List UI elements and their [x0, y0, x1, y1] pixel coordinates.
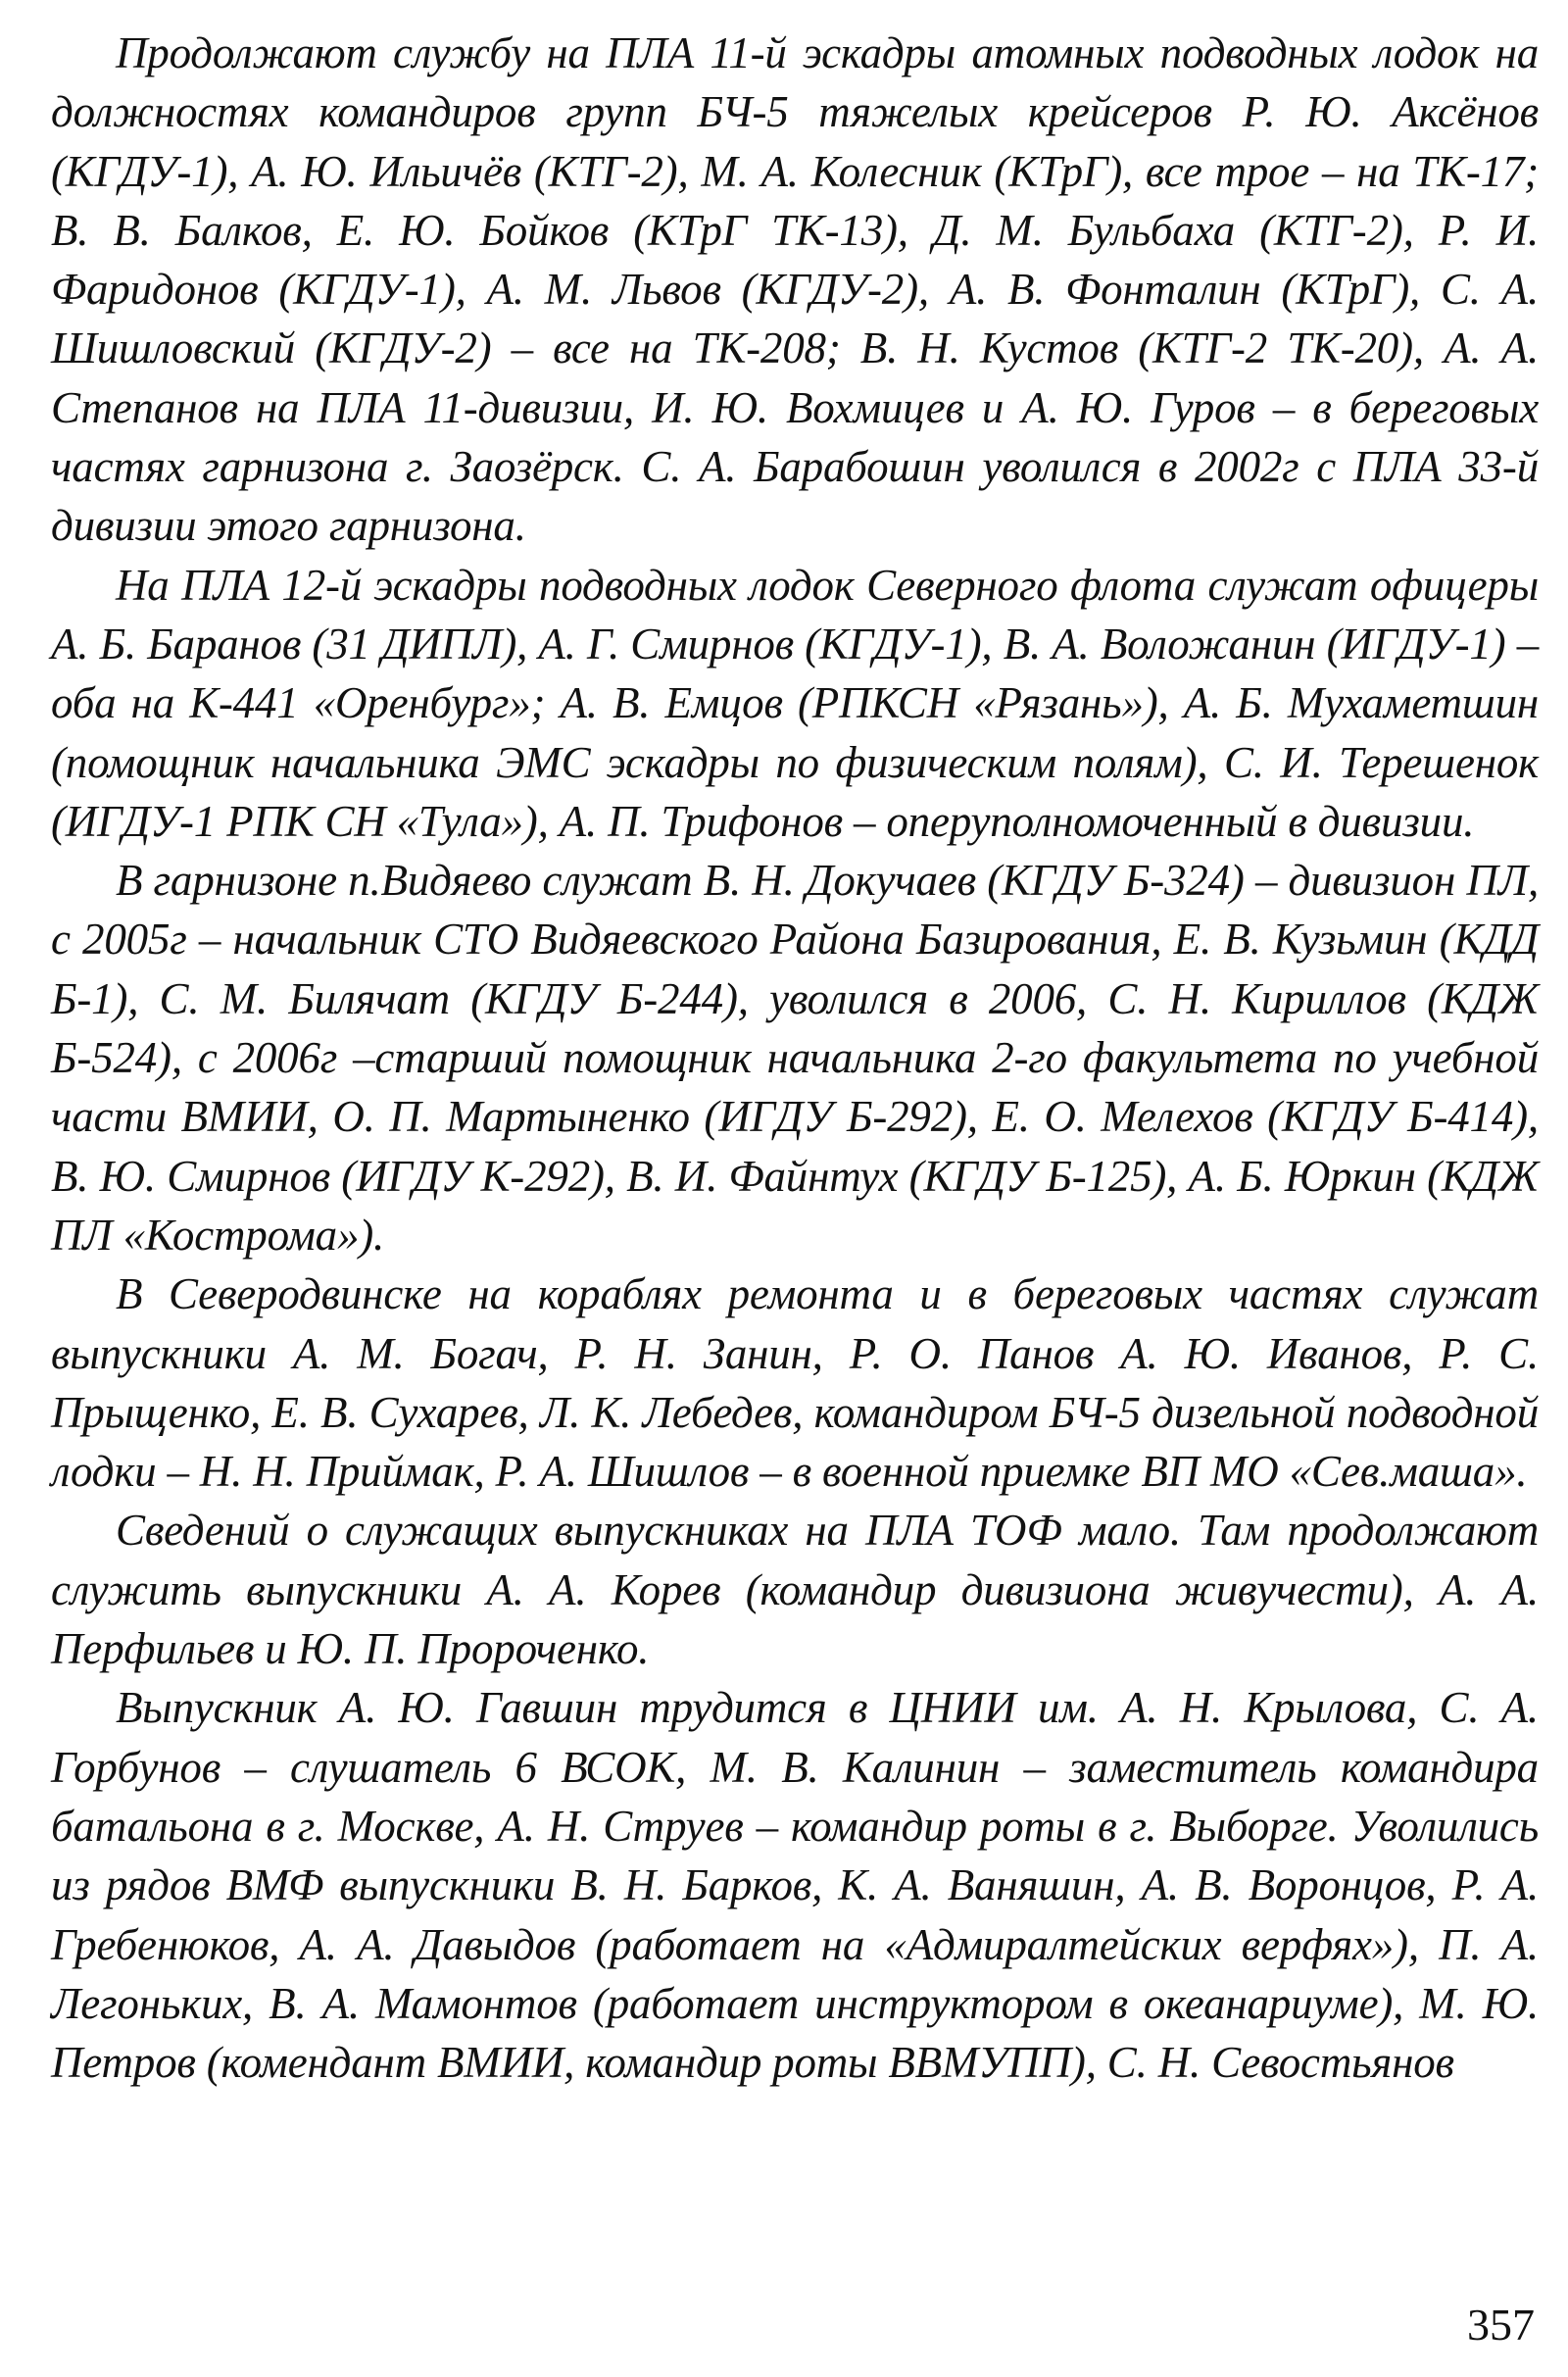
paragraph-1: Продолжают службу на ПЛА 11-й эскадры атомных подводных лодок на должностях командиров групп БЧ-5 тяжелых крейсеров Р. Ю. Аксёнов (КГДУ-1), А. Ю. Ильичёв (КТГ-2), М. А. Колесник (КТрГ), все трое – на ТК-17; В. В. Балков, Е. Ю. Бойков (КТрГ ТК-13), Д. М. Бульбаха (КТГ-2), Р. И. Фаридонов (КГДУ-1), А. М. Львов (КГДУ-2), А. В. Фонталин (КТрГ), С. А. Шишловский (КГДУ-2) – все на ТК-208; В. Н. Кустов (КТГ-2 ТК-20), А. А. Степанов на ПЛА 11-дивизии, И. Ю. Вохмицев и А. Ю. Гуров – в береговых частях гарнизона г. Заозёрск. С. А. Барабошин уволился в 2002г с ПЛА 33-й дивизии этого гарнизона. — [51, 28, 1539, 551]
page-number: 357 — [1467, 2300, 1535, 2350]
paragraph-5: Сведений о служащих выпускниках на ПЛА ТОФ мало. Там продолжают служить выпускники А. А. Корев (командир дивизиона живучести), А. А. Перфильев и Ю. П. Пророченко. — [51, 1506, 1539, 1674]
paragraph-4: В Северодвинске на кораблях ремонта и в береговых частях служат выпускники А. М. Богач, Р. Н. Занин, Р. О. Панов А. Ю. Иванов, Р. С. Прыщенко, Е. В. Сухарев, Л. К. Лебедев, командиром БЧ-5 дизельной подводной лодки – Н. Н. Приймак, Р. А. Шишлов – в военной приемке ВП МО «Сев.маша». — [51, 1269, 1539, 1497]
paragraph-2: На ПЛА 12-й эскадры подводных лодок Северного флота служат офицеры А. Б. Баранов (31 ДИПЛ), А. Г. Смирнов (КГДУ-1), В. А. Воложанин (ИГДУ-1) – оба на К-441 «Оренбург»; А. В. Емцов (РПКСН «Рязань»), А. Б. Мухаметшин (помощник начальника ЭМС эскадры по физическим полям), С. И. Терешенок (ИГДУ-1 РПК СН «Тула»), А. П. Трифонов – оперуполномоченный в дивизии. — [51, 560, 1539, 846]
paragraph-3: В гарнизоне п.Видяево служат В. Н. Докучаев (КГДУ Б-324) – дивизион ПЛ, с 2005г – начальник СТО Видяевского Района Базирования, Е. В. Кузьмин (КДД Б-1), С. М. Билячат (КГДУ Б-244), уволился в 2006, С. Н. Кириллов (КДЖ Б-524), с 2006г –старший помощник начальника 2-го факультета по учебной части ВМИИ, О. П. Мартыненко (ИГДУ Б-292), Е. О. Мелехов (КГДУ Б-414), В. Ю. Смирнов (ИГДУ К-292), В. И. Файнтух (КГДУ Б-125), А. Б. Юркин (КДЖ ПЛ «Кострома»). — [51, 856, 1539, 1260]
paragraph-6: Выпускник А. Ю. Гавшин трудится в ЦНИИ им. А. Н. Крылова, С. А. Горбунов – слушатель 6 ВСОК, М. В. Калинин – заместитель командира батальона в г. Москве, А. Н. Струев – командир роты в г. Выборге. Уволились из рядов ВМФ выпускники В. Н. Барков, К. А. Ваняшин, А. В. Воронцов, Р. А. Гребенюков, А. А. Давыдов (работает на «Адмиралтейских верфях»), П. А. Легоньких, В. А. Мамонтов (работает инструктором в океанариуме), М. Ю. Петров (комендант ВМИИ, командир роты ВВМУПП), С. Н. Севостьянов — [51, 1683, 1539, 2088]
page-body — [51, 24, 1539, 2092]
